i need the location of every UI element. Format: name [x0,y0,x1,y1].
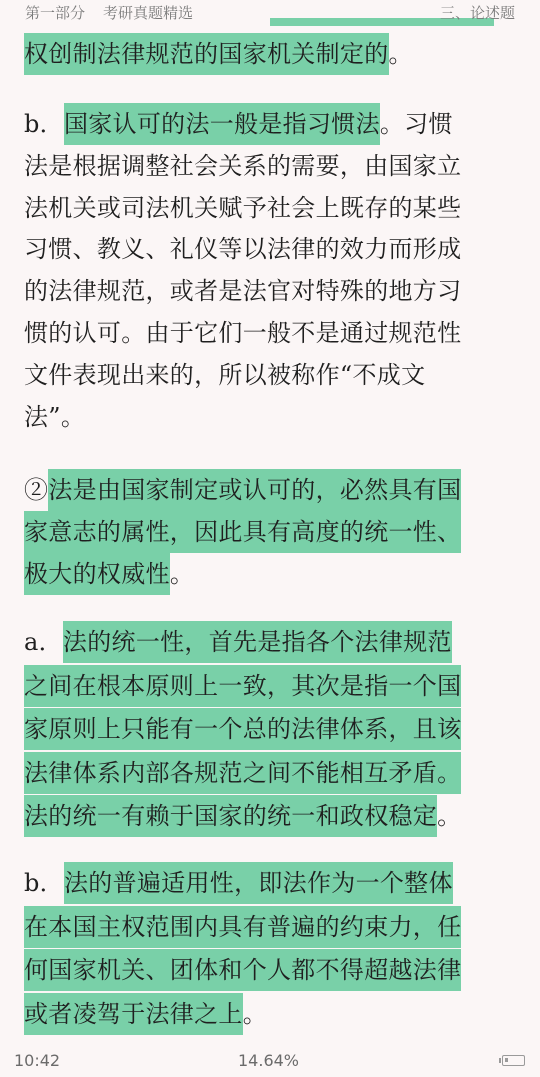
reading-progress: 14.64% [238,1051,300,1070]
text-line [24,235,462,264]
reader-status-bar [0,1044,540,1077]
text-line [24,360,426,389]
text-line [24,321,461,345]
battery-icon [502,1055,525,1066]
text-line [24,402,86,431]
text-span: 。习惯 [379,110,453,138]
text-line [24,151,462,180]
text-span: 法机关或司法机关赋予社会上既存的某些 [24,193,462,222]
text-span: 的法律规范，或者是法官对特殊的地方习 [24,277,462,306]
text-line [24,871,453,895]
highlighted-text[interactable]: 之间在根本原则上一致，其次是指一个国 [24,665,461,707]
reader-header [0,0,540,26]
text-span: 。 [388,40,413,68]
text-line [24,912,462,941]
text-line [24,999,268,1028]
text-line [24,277,462,306]
highlighted-text[interactable]: 何国家机关、团体和个人都不得超越法律 [24,949,461,991]
text-line [24,758,462,787]
text-line [24,717,461,741]
highlighted-text[interactable]: 家意志的属性，因此具有高度的统一性、 [24,511,461,553]
text-span: 文件表现出来的，所以被称作“不成文 [24,360,426,389]
text-span: a． [24,628,63,656]
highlighted-text[interactable]: 法是由国家制定或认可的，必然具有国 [48,469,461,511]
highlighted-text[interactable]: 法的普遍适用性，即法作为一个整体 [64,862,453,904]
highlighted-text[interactable]: 极大的权威性 [24,553,170,595]
clock: 10:42 [14,1051,61,1070]
text-span: 习惯、教义、礼仪等以法律的效力而形成 [24,235,462,264]
text-line [24,671,462,700]
text-span: b． [24,869,64,897]
text-span: 。 [169,560,195,588]
highlighted-text[interactable]: 家原则上只能有一个总的法律体系，且该 [24,708,461,750]
text-span: b． [24,110,64,138]
text-span: ② [24,476,49,504]
text-line [24,520,461,544]
header-part: 第一部分 [25,4,86,22]
text-span: 法”。 [24,402,86,431]
text-line [24,478,461,502]
text-span: 。 [437,802,462,830]
header-left [25,0,193,26]
text-span: 。 [242,999,268,1028]
highlighted-text[interactable]: 国家认可的法一般是指习惯法 [64,103,380,145]
header-book: 考研真题精选 [103,4,194,22]
text-span: 法是根据调整社会关系的需要，由国家立 [24,151,462,180]
text-line [24,630,452,654]
text-line [24,193,462,222]
highlighted-text[interactable]: 法的统一性，首先是指各个法律规范 [63,621,452,663]
text-line [24,958,461,982]
highlighted-text[interactable]: 法律体系内部各规范之间不能相互矛盾。 [24,752,461,794]
highlighted-text[interactable]: 法的统一有赖于国家的统一和政权稳定 [24,795,437,837]
header-section: 三、论述题 [439,4,515,22]
highlighted-text[interactable]: 在本国主权范围内具有普遍的约束力，任 [24,906,461,948]
text-line [24,112,453,136]
highlighted-text[interactable]: 或者凌驾于法律之上 [24,993,243,1035]
text-line [24,562,194,586]
highlighted-text[interactable]: 权创制法律规范的国家机关制定的 [24,33,389,75]
text-line [24,42,413,66]
text-span: 惯的认可。由于它们一般不是通过规范性 [24,319,462,347]
text-line [24,804,461,828]
